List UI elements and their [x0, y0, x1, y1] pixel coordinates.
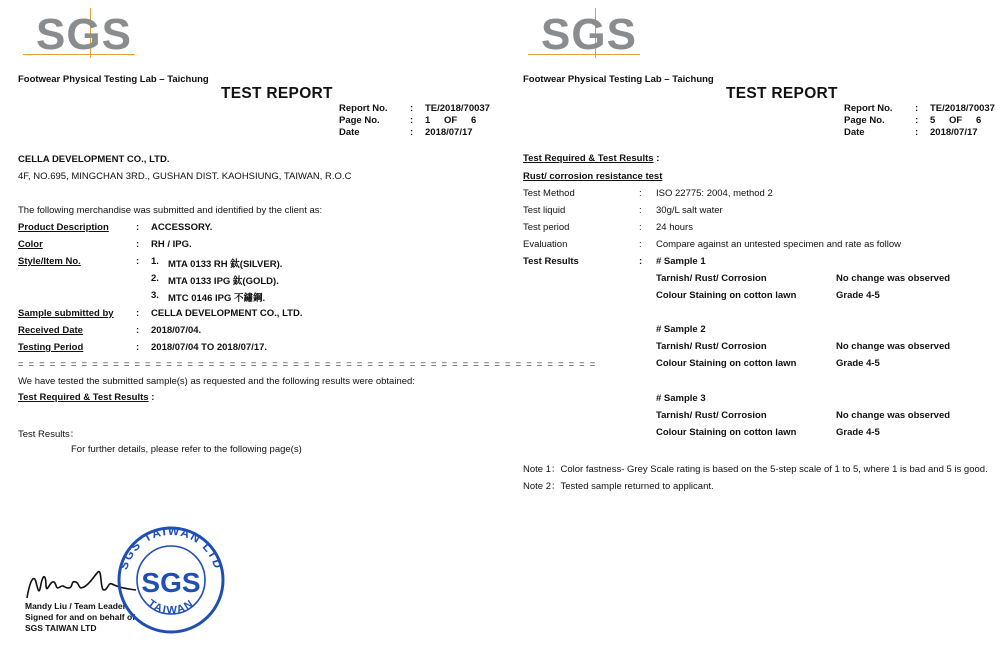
style-item-num: 1. [151, 256, 159, 267]
lab-name: Footwear Physical Testing Lab – Taichung [18, 74, 209, 85]
tested-text: We have tested the submitted sample(s) as requested and the following results were obtained: [18, 376, 415, 387]
report-title: TEST REPORT [221, 85, 333, 102]
test-liquid-label: Test liquid [523, 205, 566, 216]
evaluation-value: Compare against an untested specimen and rate as follow [656, 239, 902, 250]
color-label: Color [18, 239, 43, 250]
evaluation-label: Evaluation [523, 239, 568, 250]
stain-label: Colour Staining on cotton lawn [656, 358, 797, 369]
style-item-num: 2. [151, 273, 159, 284]
sgs-logo: SGS [22, 8, 134, 60]
product-value: ACCESSORY. [151, 222, 213, 233]
tarnish-value: No change was observed [836, 410, 951, 421]
colon: : [410, 103, 414, 114]
style-item-num: 3. [151, 290, 159, 301]
test-results-label: Test Results： [18, 429, 80, 440]
style-item-text: MTA 0133 IPG 鈦(GOLD). [168, 276, 279, 287]
report-no-value: TE/2018/70037 [930, 103, 995, 114]
style-item-text: MTC 0146 IPG 不鏽鋼. [168, 293, 266, 304]
separator-line: = = = = = = = = = = = = = = = = = = = = = = = = = = = = = = = = = = = = = = = = = = = = = = = = = = = = = = = [18, 359, 597, 370]
colon: : [915, 103, 919, 114]
test-results-label: Test Results [523, 256, 579, 267]
product-label: Product Description [18, 222, 109, 233]
colon: : [136, 222, 140, 233]
client-company: CELLA DEVELOPMENT CO., LTD. [18, 154, 170, 165]
report-title: TEST REPORT [726, 85, 838, 102]
page-of: OF [949, 115, 963, 126]
date-value: 2018/07/17 [930, 127, 978, 138]
colon: : [915, 115, 919, 126]
client-address: 4F, NO.695, MINGCHAN 3RD., GUSHAN DIST. KAOHSIUNG, TAIWAN, R.O.C [18, 171, 352, 182]
sgs-stamp-seal [110, 526, 232, 634]
color-value: RH / IPG. [151, 239, 192, 250]
intro-text: The following merchandise was submitted and identified by the client as: [18, 205, 323, 216]
report-no-label: Report No. [844, 103, 893, 114]
sgs-logo: SGS [527, 8, 639, 60]
note-2: Note 2：Tested sample returned to applicant. [523, 481, 714, 492]
colon: : [136, 308, 140, 319]
colon: : [136, 239, 140, 250]
page-no-value: 5 [930, 115, 936, 126]
testing-label: Testing Period [18, 342, 84, 353]
colon: : [136, 256, 140, 267]
stain-value: Grade 4-5 [836, 358, 880, 369]
page-no-label: Page No. [339, 115, 380, 126]
stain-value: Grade 4-5 [836, 427, 880, 438]
svg-text:TAIWAN: TAIWAN [145, 597, 197, 617]
page-of: OF [444, 115, 458, 126]
sample-title: # Sample 1 [656, 256, 706, 267]
colon: : [639, 222, 642, 233]
note-1: Note 1：Color fastness- Grey Scale rating is based on the 5-step scale of 1 to 5, where 1 is bad and 5 is good. [523, 464, 988, 475]
test-method-label: Test Method [523, 188, 575, 199]
test-method-value: ISO 22775: 2004, method 2 [656, 188, 773, 199]
test-liquid-value: 30g/L salt water [656, 205, 723, 216]
page-no-value: 1 [425, 115, 431, 126]
colon: : [639, 188, 642, 199]
colon: : [639, 256, 643, 267]
colon: : [136, 325, 140, 336]
testing-value: 2018/07/04 TO 2018/07/17. [151, 342, 268, 353]
signer-org: SGS TAIWAN LTD [25, 623, 97, 633]
sample-title: # Sample 3 [656, 393, 706, 404]
date-value: 2018/07/17 [425, 127, 473, 138]
sample-value: CELLA DEVELOPMENT CO., LTD. [151, 308, 303, 319]
colon: : [136, 342, 140, 353]
test-required-heading: Test Required & Test Results : [18, 392, 155, 403]
tarnish-value: No change was observed [836, 273, 951, 284]
report-no-value: TE/2018/70037 [425, 103, 490, 114]
colon: : [410, 115, 414, 126]
test-period-label: Test period [523, 222, 570, 233]
stain-label: Colour Staining on cotton lawn [656, 427, 797, 438]
tarnish-label: Tarnish/ Rust/ Corrosion [656, 273, 767, 284]
colon: : [410, 127, 414, 138]
rust-test-subheading: Rust/ corrosion resistance test [523, 171, 663, 182]
received-label: Received Date [18, 325, 83, 336]
signed-for-text: Signed for and on behalf of [25, 612, 136, 622]
signer-name: Mandy Liu / Team Leader [25, 601, 126, 611]
page-no-label: Page No. [844, 115, 885, 126]
colon: : [639, 205, 642, 216]
page-total: 6 [471, 115, 477, 126]
colon: : [639, 239, 642, 250]
report-no-label: Report No. [339, 103, 388, 114]
style-label: Style/Item No. [18, 256, 81, 267]
page-total: 6 [976, 115, 982, 126]
test-period-value: 24 hours [656, 222, 693, 233]
stain-label: Colour Staining on cotton lawn [656, 290, 797, 301]
svg-text:SGS: SGS [141, 567, 201, 598]
stain-value: Grade 4-5 [836, 290, 880, 301]
received-value: 2018/07/04. [151, 325, 202, 336]
further-details-text: For further details, please refer to the following page(s) [71, 444, 302, 455]
lab-name: Footwear Physical Testing Lab – Taichung [523, 74, 714, 85]
colon: : [915, 127, 919, 138]
tarnish-label: Tarnish/ Rust/ Corrosion [656, 410, 767, 421]
svg-text:SGS TAIWAN LTD: SGS TAIWAN LTD [116, 526, 226, 572]
style-item-text: MTA 0133 RH 鈦(SILVER). [168, 259, 283, 270]
report-page-5 [505, 0, 1000, 663]
sample-label: Sample submitted by [18, 308, 114, 319]
date-label: Date [339, 127, 360, 138]
date-label: Date [844, 127, 865, 138]
test-required-heading: Test Required & Test Results : [523, 153, 660, 164]
sample-title: # Sample 2 [656, 324, 706, 335]
tarnish-label: Tarnish/ Rust/ Corrosion [656, 341, 767, 352]
tarnish-value: No change was observed [836, 341, 951, 352]
